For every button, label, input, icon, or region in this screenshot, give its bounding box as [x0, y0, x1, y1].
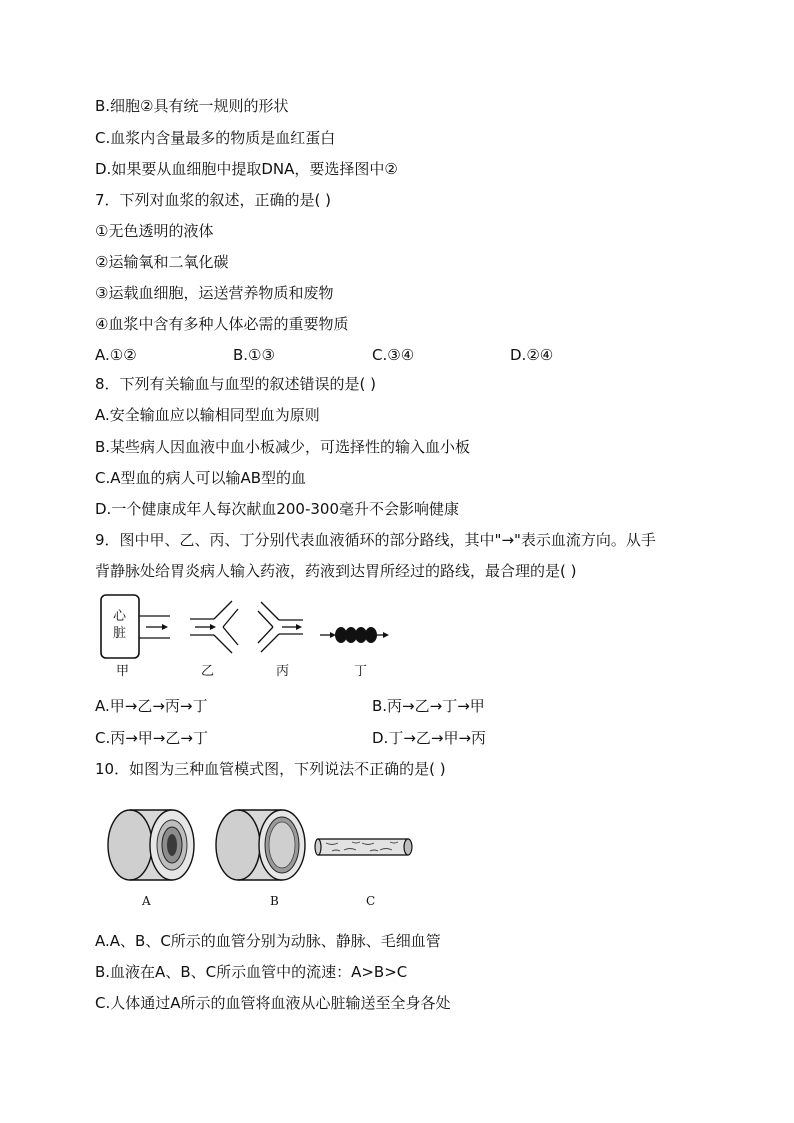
- label-bing: 丙: [276, 664, 290, 679]
- q6-option-b: B.细胞②具有统一规则的形状: [95, 97, 289, 115]
- q7-option-d: D.②④: [510, 346, 554, 364]
- q10-option-a: A.A、B、C所示的血管分别为动脉、静脉、毛细血管: [95, 932, 441, 950]
- q8-stem: 8．下列有关输血与血型的叙述错误的是( ): [95, 375, 377, 393]
- q10-stem: 10．如图为三种血管模式图，下列说法不正确的是( ): [95, 760, 446, 778]
- q10-vessel-figure: [100, 800, 430, 915]
- q10-option-b: B.血液在A、B、C所示血管中的流速：A>B>C: [95, 963, 408, 981]
- q9-circulation-figure: [98, 592, 398, 684]
- q9-stem-line2: 背静脉处给胃炎病人输入药液，药液到达胃所经过的路线，最合理的是( ): [95, 562, 577, 580]
- q9-option-a: A.甲→乙→丙→丁: [95, 697, 208, 715]
- q9-option-c: C.丙→甲→乙→丁: [95, 729, 208, 747]
- vessel-label-c: C: [366, 894, 376, 908]
- q7-statement-3: ③运载血细胞，运送营养物质和废物: [95, 284, 334, 302]
- q8-option-d: D.一个健康成年人每次献血200-300毫升不会影响健康: [95, 500, 459, 518]
- q8-option-b: B.某些病人因血液中血小板减少，可选择性的输入血小板: [95, 438, 471, 456]
- q7-option-a: A.①②: [95, 346, 137, 364]
- label-jia: 甲: [116, 664, 130, 679]
- q9-option-d: D.丁→乙→甲→丙: [372, 729, 487, 747]
- q9-stem-line1: 9．图中甲、乙、丙、丁分别代表血液循环的部分路线，其中"→"表示血流方向。从手: [95, 531, 656, 549]
- heart-label-2: 脏: [113, 626, 127, 641]
- q7-option-c: C.③④: [372, 346, 415, 364]
- label-yi: 乙: [201, 664, 215, 679]
- q8-option-a: A.安全输血应以输相同型血为原则: [95, 406, 320, 424]
- q7-statement-1: ①无色透明的液体: [95, 222, 214, 240]
- vessel-label-b: B: [270, 894, 279, 908]
- label-ding: 丁: [354, 664, 368, 679]
- q7-stem: 7．下列对血浆的叙述，正确的是( ): [95, 191, 332, 209]
- vessel-a-artery: [108, 810, 194, 880]
- vessel-c-capillary: [315, 839, 412, 855]
- q9-option-b: B.丙→乙→丁→甲: [372, 697, 485, 715]
- heart-label-1: 心: [113, 609, 127, 624]
- q8-option-c: C.A型血的病人可以输AB型的血: [95, 469, 307, 487]
- q7-statement-4: ④血浆中含有多种人体必需的重要物质: [95, 315, 349, 333]
- vessel-label-a: A: [142, 894, 151, 908]
- q6-option-d: D.如果要从血细胞中提取DNA，要选择图中②: [95, 160, 398, 178]
- q10-option-c: C.人体通过A所示的血管将血液从心脏输送至全身各处: [95, 994, 451, 1012]
- q6-option-c: C.血浆内含量最多的物质是血红蛋白: [95, 129, 336, 147]
- q7-statement-2: ②运输氧和二氧化碳: [95, 253, 229, 271]
- q7-option-b: B.①③: [233, 346, 275, 364]
- vessel-b-vein: [216, 810, 305, 880]
